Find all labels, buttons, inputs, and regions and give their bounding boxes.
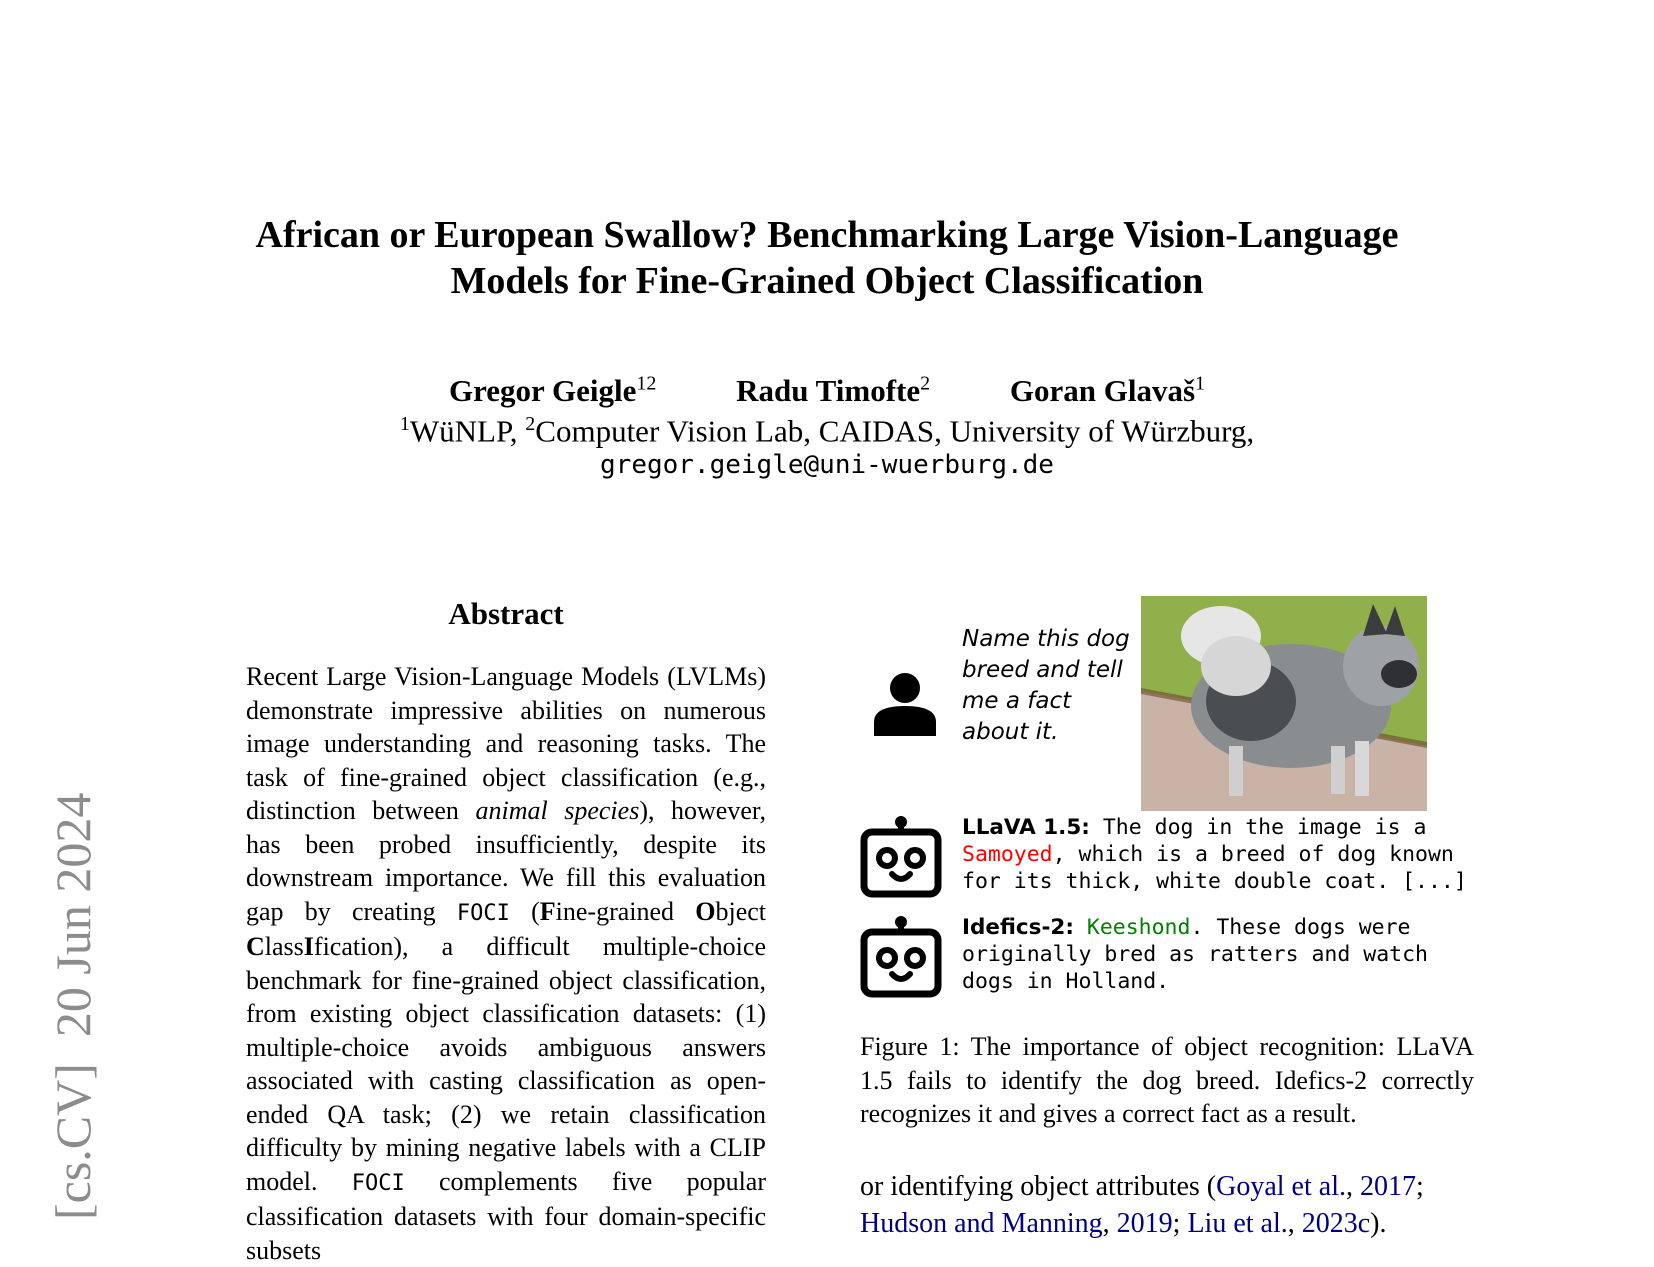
author-name: Goran Glavaš [1009,373,1196,409]
text: ). [1370,1208,1387,1239]
wrong-answer: Samoyed [962,842,1053,867]
bold-letter: F [539,896,556,926]
citation-link[interactable]: Goyal et al. [1216,1171,1346,1202]
affiliations [0,405,1654,450]
author-name: Radu Timofte [736,373,921,409]
text: for its thick, white double coat. [...] [962,869,1467,894]
abstract-body [246,660,766,1267]
citation-year-link[interactable]: 2019 [1116,1208,1173,1239]
bold-letter: I [303,932,314,961]
italic-text: animal species [475,796,640,825]
dog-image [1141,596,1427,811]
text: ( [509,896,540,926]
correct-answer: Keeshond [1086,915,1191,940]
abstract-paragraph [246,660,766,1267]
text: fication), a difficult multiple-choice benchmark for fine-grained object classification, from existing object classification datasets: (1) multiple-choice avoids ambiguous answers associated with casting classification as open-ended QA task; (2) we retain classification difficulty by mining negative labels with a CLIP model. [246,932,766,1196]
email[interactable]: gregor.geigle@uni-wuerburg.de [600,450,1054,480]
title-line-1: African or European Swallow? Benchmarking Large Vision-Language [255,214,1399,256]
text: lass [264,932,304,961]
citation-year-link[interactable]: 2023c [1301,1208,1371,1239]
foci-name: FOCI [351,1170,405,1196]
idefics-response [962,914,1522,995]
bold-letter: C [246,932,265,961]
affil-sup: 2 [525,413,536,435]
text: ), however, has been probed insufficiently, despite its downstream importance. We fill this evaluation gap by creating [246,796,766,926]
affil-1: WüNLP, [409,413,526,449]
text: ine-grained [555,896,696,926]
text: or identifying object attributes ( [860,1171,1217,1202]
text: The dog in the image is a [1089,815,1427,840]
author-sup: 2 [920,373,931,395]
author-sup: 12 [636,373,657,395]
text: Recent Large Vision-Language Models (LVLMs) demonstrate impressive abilities on numerous image understanding and reasoning tasks. The task of fine-grained object classification (e.g., distinction between [246,662,766,825]
figure-caption: Figure 1: The importance of object recognition: LLaVA 1.5 fails to identify the dog breed. Idefics-2 correctly recognizes it and gives a correct fact as a result. [860,1032,1474,1128]
author [736,373,930,408]
citation-link[interactable]: Liu et al. [1187,1208,1288,1239]
llava-response [962,814,1522,895]
citation-year-link[interactable]: 2017 [1359,1171,1416,1202]
author-sup: 1 [1195,373,1206,395]
paper-title [0,212,1654,304]
model-name: Idefics-2: [962,915,1074,940]
text: ; [1172,1208,1188,1239]
text: , [1287,1208,1302,1239]
text: , [1102,1208,1117,1239]
text: dogs in Holland. [962,969,1170,994]
author [449,373,656,408]
body-text [860,1168,1474,1242]
text: . These dogs were [1190,915,1411,940]
author-name: Gregor Geigle [448,373,637,409]
user-icon [872,672,938,736]
affil-2: Computer Vision Lab, CAIDAS, University of Würzburg, [535,413,1255,449]
text: complements five popular classification datasets with four domain-specific subsets [246,1166,766,1265]
text: , [1345,1171,1360,1202]
foci-name: FOCI [456,900,510,926]
title-line-2: Models for Fine-Grained Object Classification [450,260,1204,302]
robot-icon [860,816,942,898]
bold-letter: O [695,896,716,926]
keeshond-photo [1141,596,1427,811]
text: bject [715,896,766,926]
model-name: LLaVA 1.5: [962,815,1090,840]
affil-sup: 1 [399,413,410,435]
user-prompt: Name this dog breed and tell me a fact about it. [962,626,1130,745]
author [1010,373,1205,408]
citation-link[interactable]: Hudson and Manning [860,1208,1103,1239]
robot-icon [860,916,942,998]
abstract-heading: Abstract [448,596,564,631]
arxiv-category: [cs.CV] [45,1063,101,1220]
text: ; [1415,1171,1424,1202]
text: originally bred as ratters and watch [962,942,1428,967]
text: , which is a breed of dog known [1052,842,1454,867]
arxiv-date: 20 Jun 2024 [45,792,101,1038]
arxiv-stamp [45,792,101,1220]
